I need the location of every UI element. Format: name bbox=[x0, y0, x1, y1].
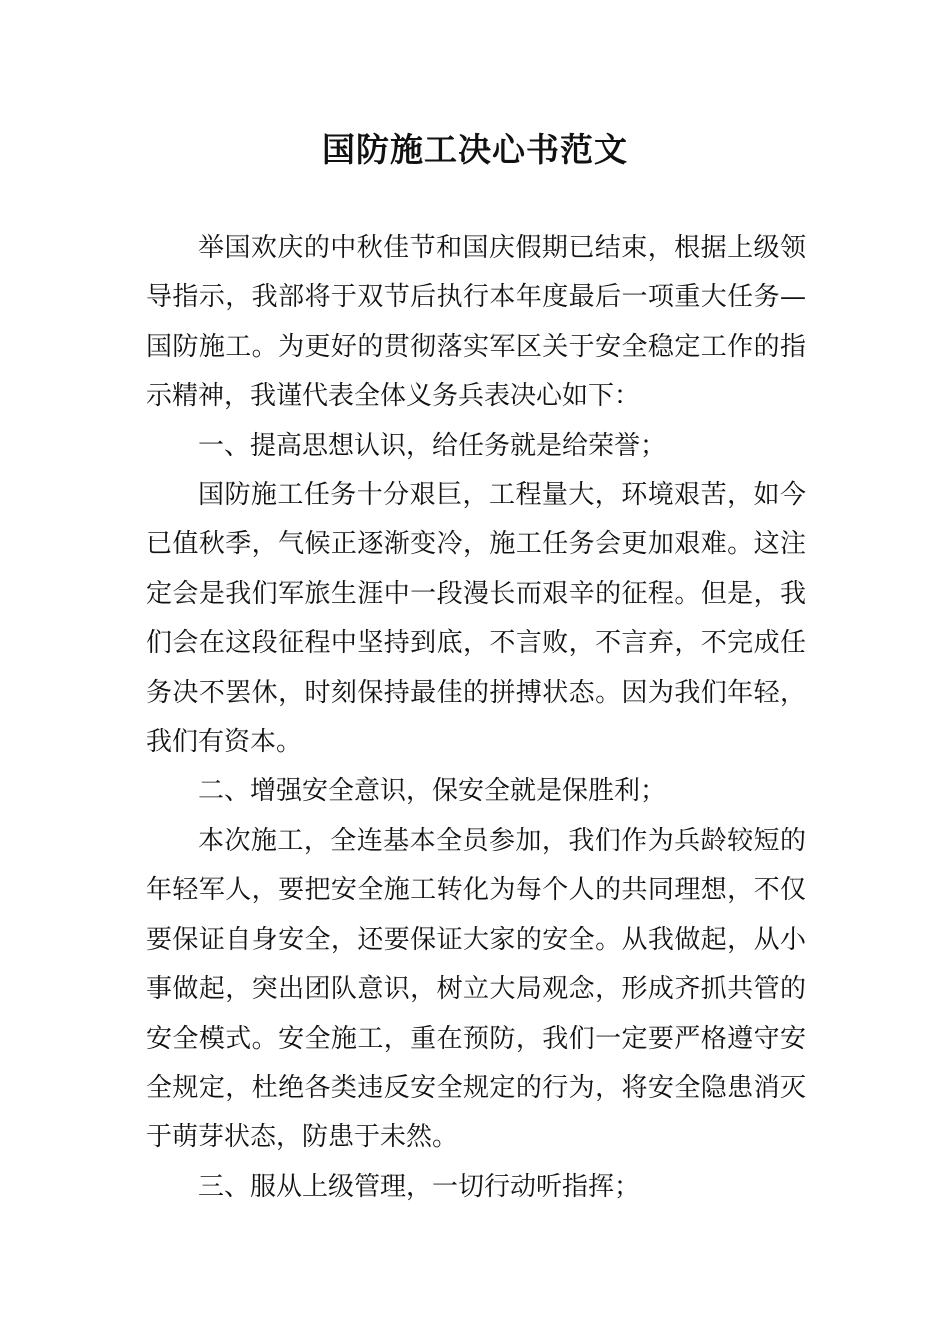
heading-three: 三、服从上级管理，一切行动听指挥； bbox=[198, 1171, 641, 1202]
paragraph-intro: 举国欢庆的中秋佳节和国庆假期已结束，根据上级领导指示，我部将于双节后执行本年度最后一项重大任务—国防施工。为更好的贯彻落实军区关于安全稳定工作的指示精神，我谨代表全体义务兵表决心如下： bbox=[146, 233, 806, 412]
paragraph-one: 国防施工任务十分艰巨，工程量大，环境艰苦，如今已值秋季，气候正逐渐变冷，施工任务会更加艰难。这注定会是我们军旅生涯中一段漫长而艰辛的征程。但是，我们会在这段征程中坚持到底，不言败，不言弃，不完成任务决不罢休，时刻保持最佳的拼搏状态。因为我们年轻，我们有资本。 bbox=[146, 480, 806, 758]
document-title: 国防施工决心书范文 bbox=[322, 130, 628, 169]
document-body bbox=[146, 224, 806, 1212]
heading-two: 二、增强安全意识，保安全就是保胜利； bbox=[198, 776, 667, 807]
paragraph-two: 本次施工，全连基本全员参加，我们作为兵龄较短的年轻军人，要把安全施工转化为每个人的共同理想，不仅要保证自身安全，还要保证大家的安全。从我做起，从小事做起，突出团队意识，树立大局观念，形成齐抓共管的安全模式。安全施工，重在预防，我们一定要严格遵守安全规定，杜绝各类违反安全规定的行为，将安全隐患消灭于萌芽状态，防患于未然。 bbox=[146, 825, 806, 1153]
heading-one: 一、提高思想认识，给任务就是给荣誉； bbox=[198, 430, 667, 461]
